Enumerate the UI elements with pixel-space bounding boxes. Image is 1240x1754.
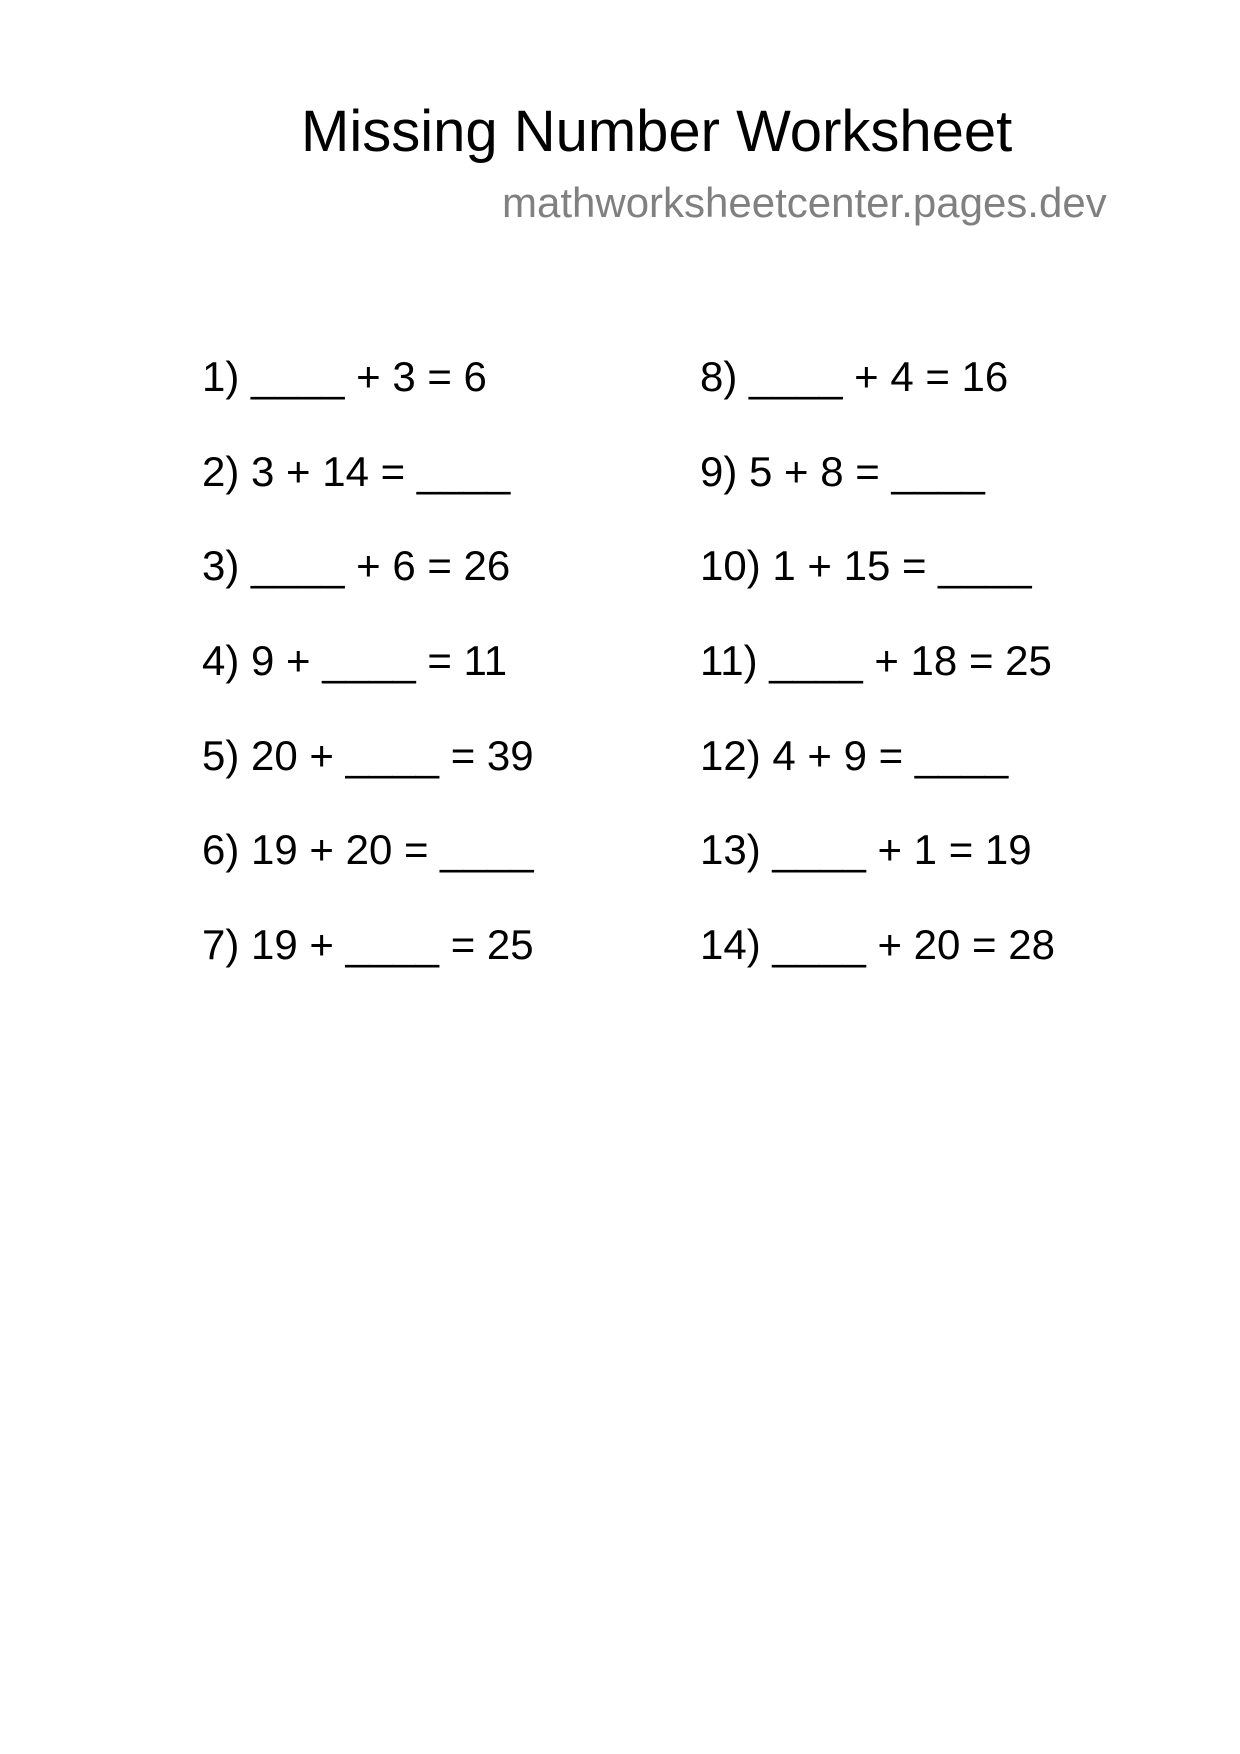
problem-7: 7) 19 + ____ = 25 xyxy=(202,921,534,969)
problem-9: 9) 5 + 8 = ____ xyxy=(700,447,985,495)
worksheet-title: Missing Number Worksheet xyxy=(301,99,1013,164)
problem-12: 12) 4 + 9 = ____ xyxy=(700,731,1009,779)
problem-14: 14) ____ + 20 = 28 xyxy=(700,921,1055,969)
problem-2: 2) 3 + 14 = ____ xyxy=(202,447,511,495)
problem-5: 5) 20 + ____ = 39 xyxy=(202,731,534,779)
problem-13: 13) ____ + 1 = 19 xyxy=(700,826,1032,874)
problem-4: 4) 9 + ____ = 11 xyxy=(202,637,508,685)
problem-1: 1) ____ + 3 = 6 xyxy=(202,353,487,400)
problem-6: 6) 19 + 20 = ____ xyxy=(202,826,534,874)
worksheet-source-url: mathworksheetcenter.pages.dev xyxy=(502,179,1107,226)
problem-8: 8) ____ + 4 = 16 xyxy=(700,353,1009,400)
problem-3: 3) ____ + 6 = 26 xyxy=(202,542,511,590)
problem-column-right xyxy=(700,353,1055,1016)
problem-10: 10) 1 + 15 = ____ xyxy=(700,542,1032,590)
problem-column-left xyxy=(202,353,534,1016)
problem-11: 11) ____ + 18 = 25 xyxy=(700,637,1052,685)
